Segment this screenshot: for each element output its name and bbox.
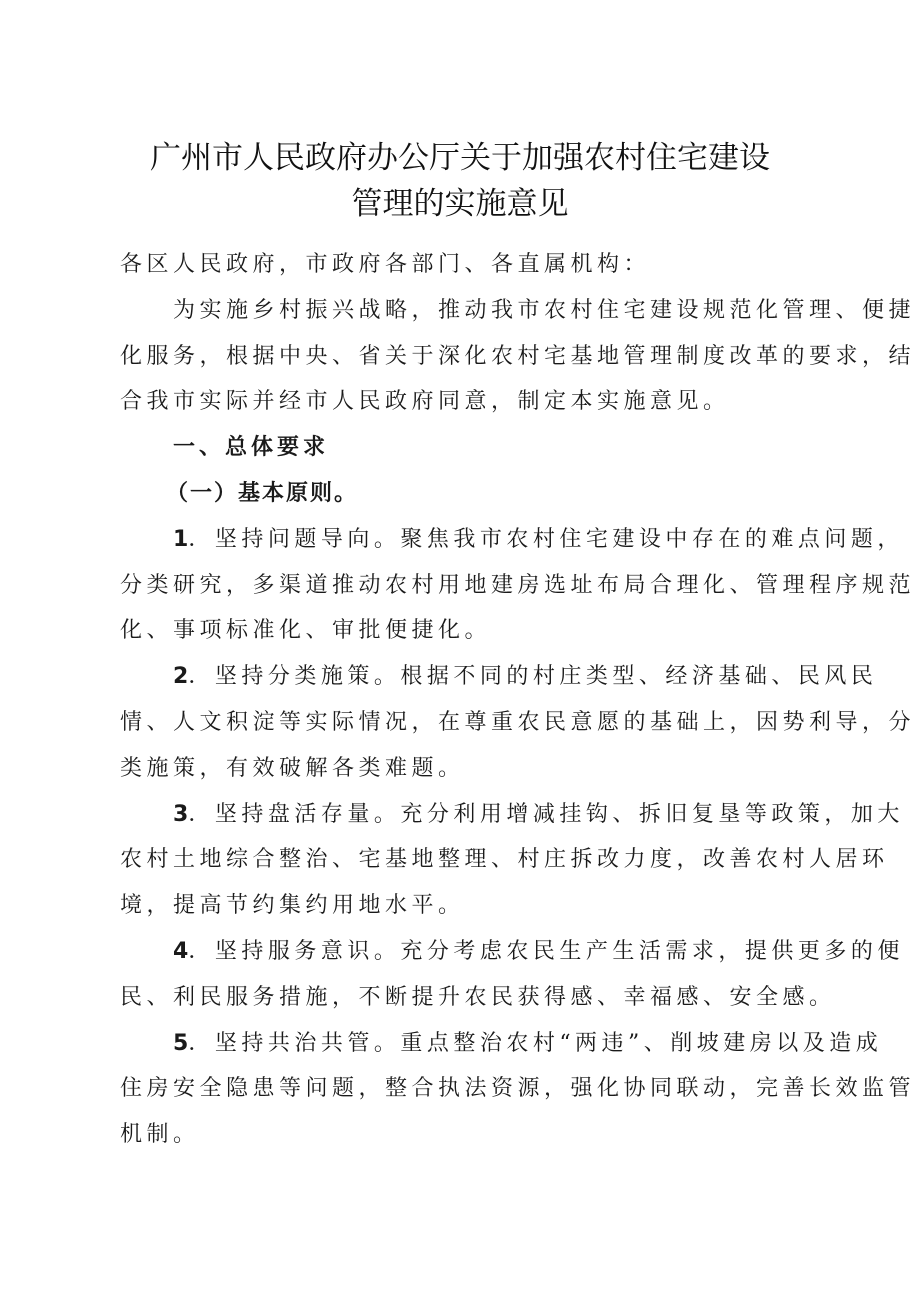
principle-2 — [120, 654, 916, 791]
principle-line: 情、人文积淀等实际情况，在尊重农民意愿的基础上，因势利导，分 — [120, 709, 916, 735]
salutation: 各区人民政府，市政府各部门、各直属机构： — [120, 252, 651, 277]
section-heading: 一、总体要求 — [173, 435, 330, 461]
principle-line: 类施策，有效破解各类难题。 — [120, 755, 465, 781]
principle-text: ．坚持服务意识。充分考虑农民生产生活需求，提供更多的便 — [188, 938, 904, 964]
principle-line: 住房安全隐患等问题，整合执法资源，强化协同联动，完善长效监管 — [120, 1076, 916, 1102]
principle-text: ．坚持盘活存量。充分利用增减挂钩、拆旧复垦等政策，加大 — [188, 801, 904, 827]
principle-4 — [120, 929, 904, 1021]
document-body — [120, 242, 916, 1158]
principle-first-line — [120, 517, 904, 563]
principle-first-line — [120, 929, 904, 975]
principle-first-line — [120, 792, 904, 838]
principle-line: 民、利民服务措施，不断提升农民获得感、幸福感、安全感。 — [120, 984, 836, 1010]
intro-line: 化服务，根据中央、省关于深化农村宅基地管理制度改革的要求，结 — [120, 343, 916, 369]
principle-3 — [120, 792, 904, 929]
principle-text: ．坚持共治共管。重点整治农村“两违”、削坡建房以及造成 — [188, 1030, 883, 1056]
intro-line: 合我市实际并经市人民政府同意，制定本实施意见。 — [120, 389, 730, 415]
principle-number: 5 — [173, 1030, 189, 1056]
title-line-2: 管理的实施意见 — [351, 186, 569, 222]
principle-line: 农村土地综合整治、宅基地整理、村庄拆改力度，改善农村人居环 — [120, 847, 889, 873]
principle-number: 2 — [173, 664, 189, 690]
principle-text: ．坚持问题导向。聚焦我市农村住宅建设中存在的难点问题， — [188, 526, 904, 552]
intro-paragraph — [120, 288, 916, 425]
section-subheading: （一）基本原则。 — [166, 480, 359, 506]
principle-first-line — [120, 654, 878, 700]
principle-line: 境，提高节约集约用地水平。 — [120, 893, 465, 919]
title-line-1: 广州市人民政府办公厅关于加强农村住宅建设 — [150, 140, 770, 176]
principle-5 — [120, 1021, 916, 1158]
principle-line: 分类研究，多渠道推动农村用地建房选址布局合理化、管理程序规范 — [120, 572, 916, 598]
intro-line: 为实施乡村振兴战略，推动我市农村住宅建设规范化管理、便捷 — [173, 297, 916, 323]
document-title — [0, 135, 920, 227]
principle-line: 机制。 — [120, 1122, 200, 1148]
principle-first-line — [120, 1021, 883, 1067]
principle-number: 4 — [173, 938, 189, 964]
principle-1 — [120, 517, 916, 654]
principle-number: 3 — [173, 801, 189, 827]
principle-text: ．坚持分类施策。根据不同的村庄类型、经济基础、民风民 — [188, 664, 878, 690]
principle-line: 化、事项标准化、审批便捷化。 — [120, 618, 492, 644]
principle-number: 1 — [173, 526, 189, 552]
